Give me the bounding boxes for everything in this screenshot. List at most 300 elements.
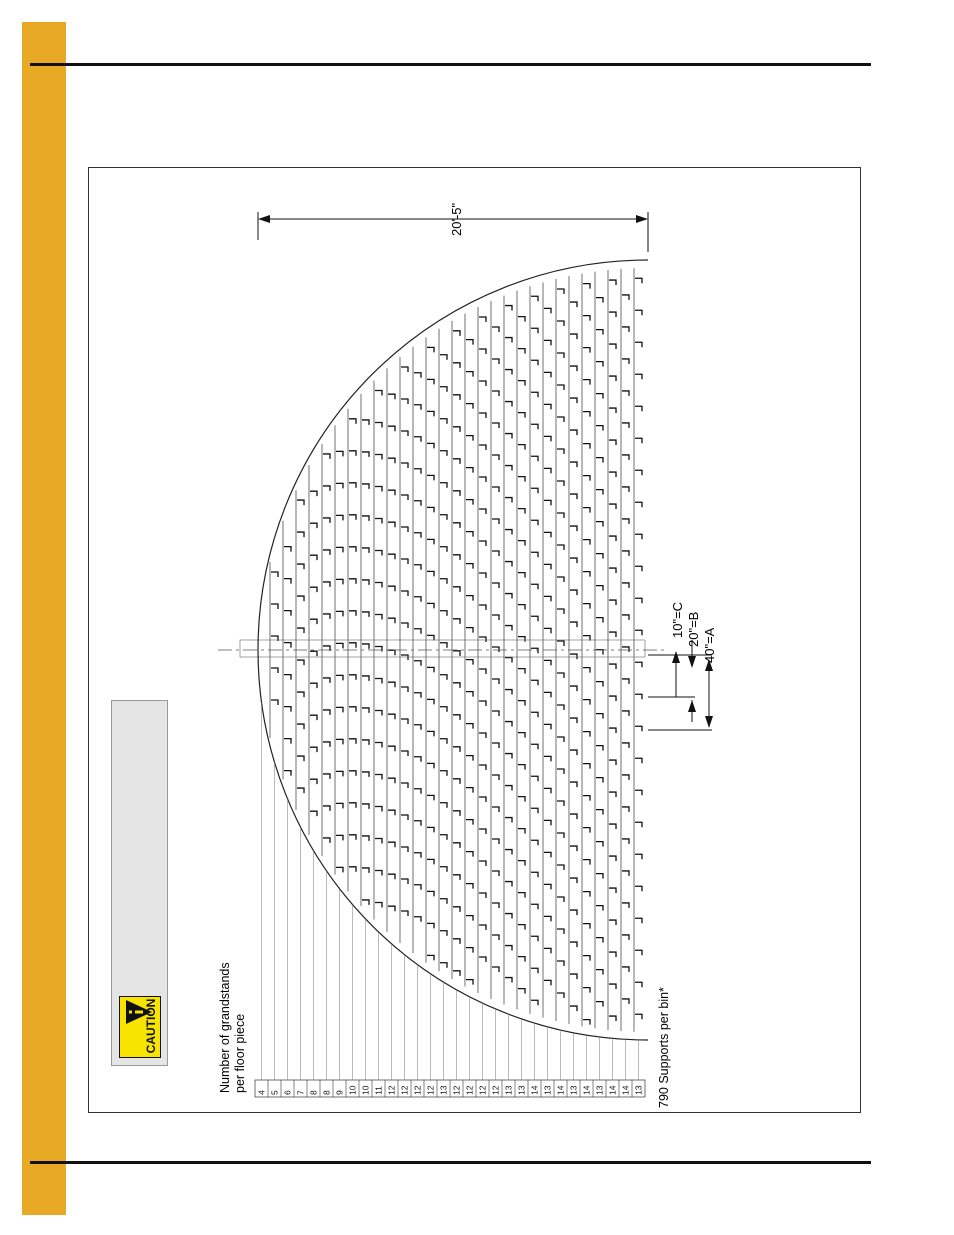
grandstand-mark bbox=[466, 532, 473, 537]
grandstand-mark bbox=[323, 582, 330, 587]
grandstand-mark bbox=[401, 527, 408, 532]
grandstand-mark bbox=[466, 564, 473, 569]
grandstand-mark bbox=[492, 807, 499, 812]
grandstand-mark bbox=[388, 874, 395, 879]
grandstand-mark bbox=[349, 867, 356, 872]
grandstand-mark bbox=[492, 583, 499, 588]
grandstand-mark bbox=[518, 349, 525, 354]
grandstand-mark bbox=[349, 419, 356, 424]
grandstand-mark bbox=[583, 892, 590, 897]
grandstand-mark bbox=[336, 547, 343, 552]
grandstand-mark bbox=[427, 507, 434, 512]
grandstand-mark bbox=[492, 487, 499, 492]
grandstand-mark bbox=[635, 982, 642, 987]
grandstand-mark bbox=[375, 518, 382, 523]
grandstand-mark bbox=[440, 835, 447, 840]
grandstand-mark bbox=[466, 948, 473, 953]
grandstand-mark bbox=[336, 707, 343, 712]
grandstand-mark bbox=[609, 344, 616, 349]
grandstand-mark bbox=[323, 838, 330, 843]
grandstand-mark bbox=[297, 756, 304, 761]
grandstand-mark bbox=[531, 808, 538, 813]
grandstand-mark bbox=[427, 699, 434, 704]
grandstand-mark bbox=[609, 472, 616, 477]
grandstand-mark bbox=[583, 668, 590, 673]
grandstand-mark bbox=[349, 803, 356, 808]
grandstand-mark bbox=[609, 504, 616, 509]
grandstand-mark bbox=[518, 381, 525, 386]
grandstand-mark bbox=[544, 948, 551, 953]
grandstand-mark bbox=[596, 330, 603, 335]
grandstand-mark bbox=[479, 957, 486, 962]
grandstand-mark bbox=[336, 867, 343, 872]
grandstand-mark bbox=[440, 419, 447, 424]
grandstand-mark bbox=[492, 711, 499, 716]
grandstand-mark bbox=[518, 477, 525, 482]
grandstand-mark bbox=[323, 614, 330, 619]
grandstand-count: 12 bbox=[412, 1085, 423, 1095]
grandstand-mark bbox=[388, 906, 395, 911]
grandstand-mark bbox=[531, 520, 538, 525]
grandstand-mark bbox=[362, 772, 369, 777]
grandstand-mark bbox=[362, 676, 369, 681]
grandstand-mark bbox=[414, 885, 421, 890]
grandstand-mark bbox=[505, 434, 512, 439]
grandstand-mark bbox=[492, 871, 499, 876]
grandstand-mark bbox=[622, 711, 629, 716]
grandstand-mark bbox=[531, 1000, 538, 1005]
grandstand-mark bbox=[609, 696, 616, 701]
supports-per-bin-label: 790 Supports per bin* bbox=[657, 987, 671, 1108]
grandstand-mark bbox=[609, 536, 616, 541]
grandstand-mark bbox=[375, 902, 382, 907]
grandstand-mark bbox=[479, 317, 486, 322]
grandstand-mark bbox=[622, 903, 629, 908]
grandstand-mark bbox=[362, 740, 369, 745]
grandstand-mark bbox=[440, 739, 447, 744]
grandstand-mark bbox=[362, 708, 369, 713]
grandstand-mark bbox=[388, 586, 395, 591]
grandstand-mark bbox=[518, 445, 525, 450]
grandstand-mark bbox=[414, 629, 421, 634]
grandstand-mark bbox=[635, 950, 642, 955]
grandstand-mark bbox=[466, 884, 473, 889]
grandstand-mark bbox=[570, 302, 577, 307]
grandstand-mark bbox=[635, 918, 642, 923]
grandstand-count: 14 bbox=[607, 1085, 618, 1095]
grandstand-mark bbox=[479, 605, 486, 610]
grandstands-label-line-2: per floor piece bbox=[233, 1013, 247, 1093]
grandstand-count: 12 bbox=[425, 1085, 436, 1095]
grandstand-mark bbox=[609, 568, 616, 573]
grandstand-mark bbox=[453, 811, 460, 816]
grandstand-count: 13 bbox=[568, 1085, 579, 1095]
grandstand-mark bbox=[635, 726, 642, 731]
grandstand-mark bbox=[622, 647, 629, 652]
grandstand-mark bbox=[583, 412, 590, 417]
grandstand-mark bbox=[570, 974, 577, 979]
grandstand-mark bbox=[518, 829, 525, 834]
grandstand-mark bbox=[375, 838, 382, 843]
grandstand-mark bbox=[518, 637, 525, 642]
grandstand-mark bbox=[557, 577, 564, 582]
grandstand-mark bbox=[609, 824, 616, 829]
grandstand-mark bbox=[414, 533, 421, 538]
grandstand-mark bbox=[583, 508, 590, 513]
grandstand-mark bbox=[583, 380, 590, 385]
grandstand-count: 14 bbox=[581, 1085, 592, 1095]
grandstand-mark bbox=[336, 739, 343, 744]
grandstand-mark bbox=[440, 547, 447, 552]
grandstand-mark bbox=[401, 879, 408, 884]
grandstand-mark bbox=[388, 746, 395, 751]
grandstand-mark bbox=[479, 669, 486, 674]
grandstand-mark bbox=[271, 604, 278, 609]
grandstand-mark bbox=[414, 469, 421, 474]
grandstand-mark bbox=[323, 710, 330, 715]
grandstand-mark bbox=[466, 468, 473, 473]
grandstand-mark bbox=[609, 856, 616, 861]
grandstand-mark bbox=[466, 628, 473, 633]
grandstand-mark bbox=[401, 495, 408, 500]
grandstand-mark bbox=[375, 646, 382, 651]
grandstand-mark bbox=[531, 616, 538, 621]
grandstand-mark bbox=[479, 477, 486, 482]
grandstand-mark bbox=[479, 445, 486, 450]
grandstand-mark bbox=[362, 900, 369, 905]
grandstand-mark bbox=[453, 363, 460, 368]
grandstand-mark bbox=[492, 359, 499, 364]
grandstand-mark bbox=[596, 810, 603, 815]
grandstand-mark bbox=[557, 769, 564, 774]
grandstand-mark bbox=[401, 687, 408, 692]
grandstand-mark bbox=[323, 806, 330, 811]
grandstand-mark bbox=[440, 643, 447, 648]
grandstand-mark bbox=[297, 788, 304, 793]
grandstand-mark bbox=[453, 843, 460, 848]
grandstand-mark bbox=[505, 626, 512, 631]
grandstand-mark bbox=[362, 420, 369, 425]
grandstand-mark bbox=[609, 1016, 616, 1021]
grandstand-mark bbox=[596, 554, 603, 559]
grandstand-mark bbox=[466, 404, 473, 409]
grandstand-mark bbox=[570, 1006, 577, 1011]
grandstand-mark bbox=[505, 466, 512, 471]
grandstand-mark bbox=[609, 984, 616, 989]
grandstand-mark bbox=[544, 628, 551, 633]
grandstand-mark bbox=[427, 795, 434, 800]
grandstand-mark bbox=[479, 797, 486, 802]
grandstand-mark bbox=[349, 451, 356, 456]
grandstand-mark bbox=[427, 859, 434, 864]
grandstand-mark bbox=[622, 615, 629, 620]
grandstand-mark bbox=[453, 427, 460, 432]
grandstand-mark bbox=[466, 852, 473, 857]
grandstand-mark bbox=[583, 764, 590, 769]
grandstand-mark bbox=[518, 701, 525, 706]
grandstand-mark bbox=[583, 732, 590, 737]
grandstand-mark bbox=[453, 907, 460, 912]
grandstand-mark bbox=[531, 456, 538, 461]
grandstand-mark bbox=[557, 321, 564, 326]
grandstand-mark bbox=[596, 490, 603, 495]
grandstand-mark bbox=[336, 675, 343, 680]
grandstand-mark bbox=[635, 694, 642, 699]
grandstand-mark bbox=[596, 458, 603, 463]
grandstand-mark bbox=[297, 500, 304, 505]
dimension-b-label: 20"=B bbox=[686, 611, 701, 647]
grandstand-mark bbox=[427, 443, 434, 448]
grandstand-mark bbox=[375, 454, 382, 459]
grandstand-mark bbox=[557, 641, 564, 646]
grandstand-mark bbox=[570, 590, 577, 595]
grandstand-mark bbox=[479, 925, 486, 930]
grandstand-mark bbox=[570, 398, 577, 403]
grandstand-mark bbox=[531, 584, 538, 589]
grandstand-mark bbox=[414, 725, 421, 730]
grandstand-mark bbox=[414, 373, 421, 378]
grandstand-count: 14 bbox=[529, 1085, 540, 1095]
grandstand-mark bbox=[427, 475, 434, 480]
grandstand-mark bbox=[466, 724, 473, 729]
grandstand-mark bbox=[531, 776, 538, 781]
grandstand-mark bbox=[609, 312, 616, 317]
grandstand-mark bbox=[596, 618, 603, 623]
grandstand-mark bbox=[635, 438, 642, 443]
grandstand-mark bbox=[583, 316, 590, 321]
grandstand-mark bbox=[531, 392, 538, 397]
grandstand-mark bbox=[466, 660, 473, 665]
grandstand-mark bbox=[440, 515, 447, 520]
grandstand-mark bbox=[544, 308, 551, 313]
grandstand-mark bbox=[427, 667, 434, 672]
grandstand-mark bbox=[570, 686, 577, 691]
grandstand-mark bbox=[518, 797, 525, 802]
grandstand-mark bbox=[375, 774, 382, 779]
grandstand-mark bbox=[583, 476, 590, 481]
grandstand-mark bbox=[323, 678, 330, 683]
grandstand-count: 12 bbox=[477, 1085, 488, 1095]
grandstand-mark bbox=[596, 394, 603, 399]
grandstand-mark bbox=[349, 579, 356, 584]
grandstand-mark bbox=[622, 935, 629, 940]
grandstand-mark bbox=[557, 993, 564, 998]
grandstand-mark bbox=[440, 355, 447, 360]
grandstand-mark bbox=[596, 906, 603, 911]
grandstand-mark bbox=[635, 630, 642, 635]
grandstand-count: 12 bbox=[451, 1085, 462, 1095]
grandstand-mark bbox=[622, 679, 629, 684]
grandstand-mark bbox=[492, 423, 499, 428]
grandstand-count: 4 bbox=[256, 1090, 267, 1095]
grandstand-mark bbox=[635, 374, 642, 379]
grandstand-mark bbox=[336, 451, 343, 456]
grandstand-mark bbox=[271, 668, 278, 673]
grandstand-count: 7 bbox=[295, 1090, 306, 1095]
grandstand-mark bbox=[622, 327, 629, 332]
grandstand-mark bbox=[531, 840, 538, 845]
grandstand-mark bbox=[440, 803, 447, 808]
grandstand-mark bbox=[544, 660, 551, 665]
grandstand-mark bbox=[388, 426, 395, 431]
grandstand-mark bbox=[583, 540, 590, 545]
grandstand-mark bbox=[453, 683, 460, 688]
grandstand-mark bbox=[570, 654, 577, 659]
grandstand-mark bbox=[609, 632, 616, 637]
dimension-a-label: 40"=A bbox=[702, 627, 717, 663]
grandstand-mark bbox=[401, 399, 408, 404]
grandstand-mark bbox=[609, 920, 616, 925]
grandstand-mark bbox=[583, 828, 590, 833]
grandstand-count: 10 bbox=[347, 1085, 358, 1095]
grandstand-mark bbox=[310, 619, 317, 624]
grandstand-mark bbox=[531, 296, 538, 301]
grandstand-count: 12 bbox=[490, 1085, 501, 1095]
grandstand-mark bbox=[427, 635, 434, 640]
grandstand-mark bbox=[505, 946, 512, 951]
grandstand-mark bbox=[557, 417, 564, 422]
grandstand-mark bbox=[531, 648, 538, 653]
grandstand-mark bbox=[570, 782, 577, 787]
grandstand-mark bbox=[544, 596, 551, 601]
grandstand-mark bbox=[453, 875, 460, 880]
grandstand-mark bbox=[466, 916, 473, 921]
grandstand-mark bbox=[622, 455, 629, 460]
grandstand-mark bbox=[492, 327, 499, 332]
grandstand-mark bbox=[557, 449, 564, 454]
top-dimension-label: 20'-5" bbox=[449, 202, 464, 236]
grandstand-mark bbox=[505, 818, 512, 823]
grandstand-mark bbox=[635, 534, 642, 539]
grandstand-mark bbox=[492, 391, 499, 396]
grandstand-mark bbox=[453, 747, 460, 752]
grandstand-mark bbox=[635, 598, 642, 603]
grandstand-mark bbox=[544, 788, 551, 793]
grandstand-mark bbox=[622, 551, 629, 556]
grandstand-mark bbox=[362, 868, 369, 873]
grandstand-mark bbox=[349, 483, 356, 488]
grandstand-mark bbox=[518, 317, 525, 322]
grandstand-mark bbox=[310, 651, 317, 656]
grandstand-mark bbox=[570, 814, 577, 819]
grandstand-mark bbox=[609, 600, 616, 605]
grandstand-mark bbox=[362, 516, 369, 521]
grandstand-mark bbox=[401, 559, 408, 564]
grandstand-mark bbox=[518, 989, 525, 994]
grandstand-mark bbox=[544, 692, 551, 697]
grandstand-mark bbox=[557, 865, 564, 870]
grandstand-mark bbox=[557, 385, 564, 390]
grandstand-mark bbox=[635, 1014, 642, 1019]
grandstand-mark bbox=[557, 833, 564, 838]
grandstand-mark bbox=[336, 803, 343, 808]
grandstand-mark bbox=[440, 483, 447, 488]
grandstand-mark bbox=[531, 328, 538, 333]
grandstand-mark bbox=[310, 779, 317, 784]
grandstand-mark bbox=[531, 872, 538, 877]
grandstand-mark bbox=[544, 724, 551, 729]
grandstand-mark bbox=[505, 722, 512, 727]
grandstand-mark bbox=[557, 513, 564, 518]
grandstand-mark bbox=[479, 861, 486, 866]
grandstand-mark bbox=[544, 372, 551, 377]
grandstand-mark bbox=[505, 562, 512, 567]
grandstand-count: 5 bbox=[269, 1090, 280, 1095]
grandstand-mark bbox=[479, 349, 486, 354]
grandstand-mark bbox=[349, 707, 356, 712]
grandstand-mark bbox=[349, 643, 356, 648]
grandstand-mark bbox=[349, 611, 356, 616]
grandstand-mark bbox=[414, 789, 421, 794]
grandstand-mark bbox=[375, 422, 382, 427]
grandstand-mark bbox=[544, 980, 551, 985]
grandstand-count: 13 bbox=[633, 1085, 644, 1095]
grandstand-mark bbox=[557, 353, 564, 358]
grandstand-mark bbox=[427, 827, 434, 832]
grandstand-mark bbox=[375, 870, 382, 875]
grandstand-mark bbox=[544, 756, 551, 761]
grandstand-mark bbox=[297, 532, 304, 537]
grandstand-mark bbox=[596, 746, 603, 751]
grandstand-mark bbox=[284, 707, 291, 712]
grandstand-mark bbox=[596, 426, 603, 431]
grandstand-mark bbox=[635, 470, 642, 475]
grandstand-mark bbox=[531, 680, 538, 685]
grandstand-mark bbox=[271, 572, 278, 577]
grandstand-count: 12 bbox=[464, 1085, 475, 1095]
grandstand-mark bbox=[453, 587, 460, 592]
grandstand-mark bbox=[518, 861, 525, 866]
grandstand-mark bbox=[336, 579, 343, 584]
grandstand-mark bbox=[479, 637, 486, 642]
grandstands-label-line-1: Number of grandstands bbox=[218, 962, 232, 1093]
grandstand-mark bbox=[284, 547, 291, 552]
grandstand-mark bbox=[375, 710, 382, 715]
grandstand-mark bbox=[570, 942, 577, 947]
grandstand-mark bbox=[531, 360, 538, 365]
grandstand-mark bbox=[427, 379, 434, 384]
grandstand-mark bbox=[336, 643, 343, 648]
grandstand-mark bbox=[453, 331, 460, 336]
grandstand-mark bbox=[310, 491, 317, 496]
grandstand-mark bbox=[544, 852, 551, 857]
grandstand-count-table bbox=[255, 702, 645, 1097]
grandstand-mark bbox=[388, 778, 395, 783]
grandstand-mark bbox=[414, 565, 421, 570]
grandstand-mark bbox=[323, 742, 330, 747]
grandstand-mark bbox=[284, 643, 291, 648]
grandstand-mark bbox=[466, 692, 473, 697]
grandstand-mark bbox=[609, 376, 616, 381]
grandstand-mark bbox=[583, 604, 590, 609]
grandstand-mark bbox=[401, 367, 408, 372]
grandstand-mark bbox=[544, 404, 551, 409]
grandstand-mark bbox=[492, 519, 499, 524]
grandstand-mark bbox=[505, 338, 512, 343]
grandstand-mark bbox=[518, 413, 525, 418]
grandstand-mark bbox=[635, 790, 642, 795]
grandstand-mark bbox=[531, 744, 538, 749]
grandstand-mark bbox=[297, 628, 304, 633]
grandstand-mark bbox=[466, 340, 473, 345]
grandstand-mark bbox=[583, 284, 590, 289]
grandstand-mark bbox=[284, 739, 291, 744]
grandstand-mark bbox=[635, 854, 642, 859]
grandstand-mark bbox=[531, 552, 538, 557]
grandstand-mark bbox=[466, 436, 473, 441]
grandstand-mark bbox=[453, 971, 460, 976]
grandstand-mark bbox=[570, 558, 577, 563]
